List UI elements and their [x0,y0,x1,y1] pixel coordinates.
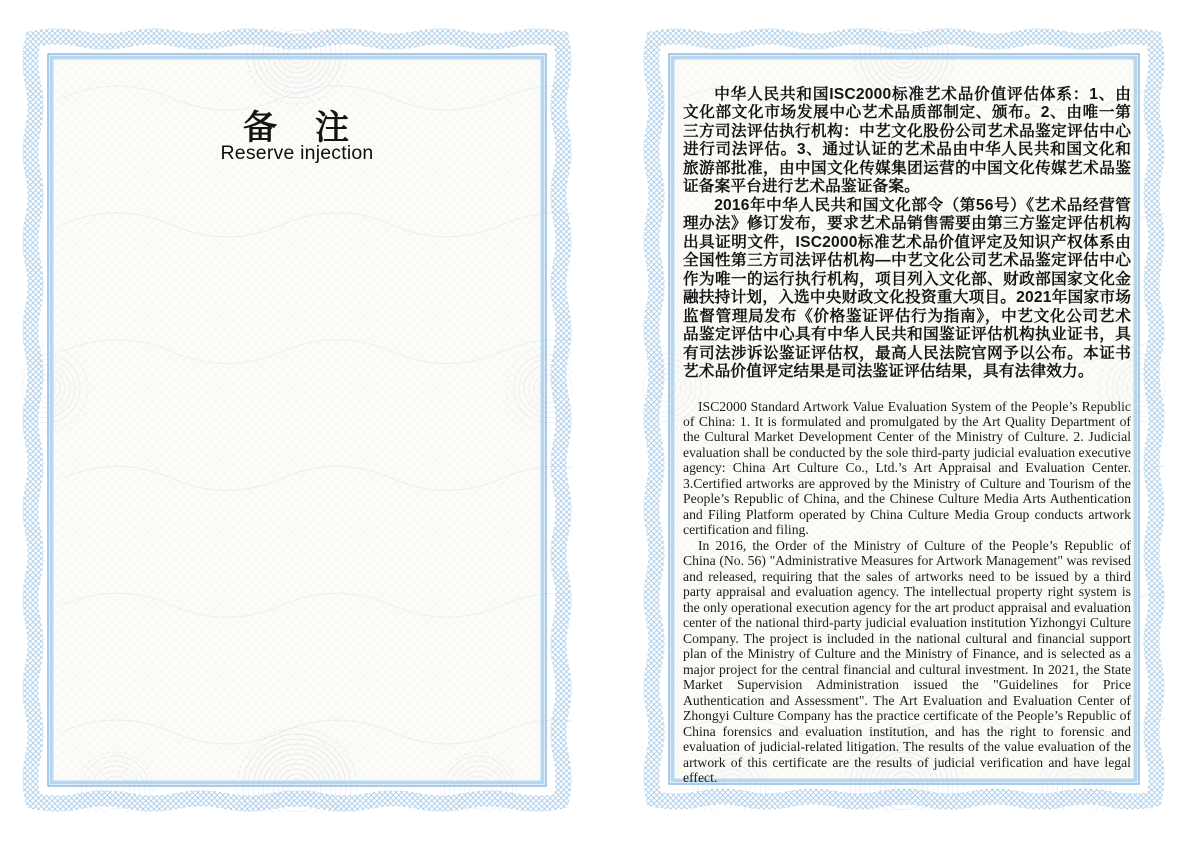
remarks-title-en: Reserve injection [220,142,374,164]
remarks-title-cn: 备 注 [243,109,351,147]
en-paragraph-1: ISC2000 Standard Artwork Value Evaluation System of the People’s Republic of China: 1. It is formulated and promulgated by the Art Quality Department of the Cultural Market Development Center of the Ministry of Culture. 2. Judicial evaluation shall be conducted by the sole third-party judicial evaluation executive agency: China Art Culture Co., Ltd.’s Art Appraisal and Evaluation Center. 3.Certified artworks are approved by the Ministry of Culture and Tourism of the People’s Republic of China, and the Chinese Culture Media Arts Authentication and Filing Platform operated by China Culture Media Group conducts artwork certification and filing. [683,398,1131,538]
evaluation-text-block [683,86,1131,786]
evaluation-content-area [675,60,1133,786]
cn-paragraph-1: 中华人民共和国ISC2000标准艺术品价值评估体系：1、由文化部文化市场发展中心艺术品质部制定、颁布。2、由唯一第三方司法评估执行机构：中艺文化股份公司艺术品鉴定评估中心进行司法评估。3、通过认证的艺术品由中华人民共和国文化和旅游部批准，由中国文化传媒集团运营的中国文化传媒艺术品鉴证备案平台进行艺术品鉴证备案。 [683,86,1131,196]
page-remarks [22,28,572,812]
page-evaluation-system [643,28,1165,810]
en-paragraph-2: In 2016, the Order of the Ministry of Culture of the People’s Republic of China (No. 56) "Administrative Measures for Artwork Management" was revised and released, requiring that the sales of artworks need to be issued by a third party appraisal and evaluation agency. The intellectual property right system is the only operational execution agency for the art product appraisal and evaluation center of the national third-party judicial evaluation institution Yizhongyi Culture Company. The project is included in the national cultural and financial support plan of the Ministry of Culture and the Ministry of Finance, and is selected as a major project for the central financial and cultural investment. In 2021, the State Market Supervision Administration issued the "Guidelines for Price Authentication and Assessment". The Art Evaluation and Evaluation Center of Zhongyi Culture Company has the practice certificate of the People’s Republic of China forensics and evaluation institution, and has the right to forensic and evaluation of judicial-related litigation. The results of the value evaluation of the artwork of this certificate are the results of judicial verification and have legal effect. [683,537,1131,786]
remarks-content-area [54,60,540,780]
cn-paragraph-2: 2016年中华人民共和国文化部令（第56号）《艺术品经营管理办法》修订发布，要求艺术品销售需要由第三方鉴定评估机构出具证明文件，ISC2000标准艺术品价值评定及知识产权体系由全国性第三方司法评估机构—中艺文化公司艺术品鉴定评估中心作为唯一的运行执行机构，项目列入文化部、财政部国家文化金融扶持计划，入选中央财政文化投资重大项目。2021年国家市场监督管理局发布《价格鉴证评估行为指南》，中艺文化公司艺术品鉴定评估中心具有中华人民共和国鉴证评估机构执业证书，具有司法涉诉讼鉴证评估权，最高人民法院官网予以公布。本证书艺术品价值评定结果是司法鉴证评估结果，具有法律效力。 [683,196,1131,381]
